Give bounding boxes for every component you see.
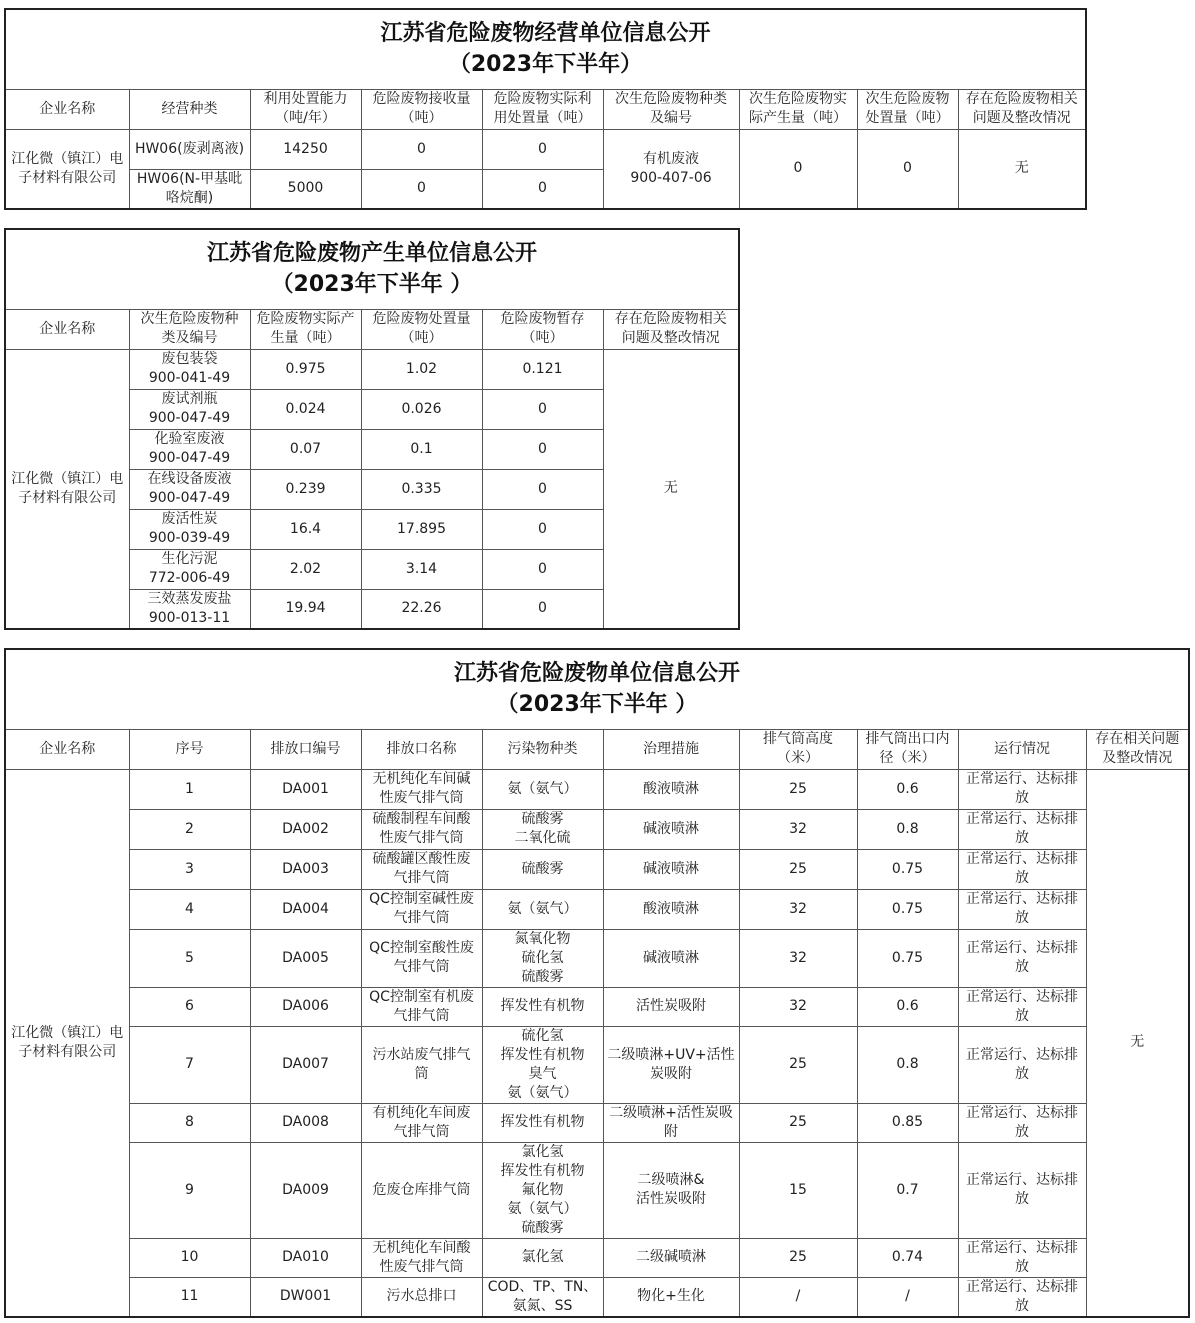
issues-cell: 无	[1086, 769, 1189, 1317]
outlet-name-cell: 无机纯化车间酸 性废气排气筒	[361, 1238, 482, 1277]
header-cell: 存在相关问题 及整改情况	[1086, 729, 1189, 769]
stored-cell: 0	[482, 429, 603, 469]
type-cell: HW06(废剥离液)	[129, 129, 250, 169]
title-period: （2023年下半年）	[448, 52, 643, 78]
header-cell: 治理措施	[603, 729, 739, 769]
header-cell: 排放口编号	[250, 729, 361, 769]
company-cell: 江化微（镇江）电 子材料有限公司	[5, 769, 129, 1317]
issues-cell: 无	[603, 349, 739, 629]
generated-cell: 0.975	[250, 349, 361, 389]
issues-cell: 无	[958, 129, 1086, 209]
table-row	[5, 129, 1086, 169]
header-cell: 危险废物暂存 （吨）	[482, 309, 603, 349]
outlet-name-cell: QC控制室碱性废 气排气筒	[361, 889, 482, 929]
status-cell: 正常运行、达标排 放	[958, 1026, 1086, 1103]
measure-cell: 二级碱喷淋	[603, 1238, 739, 1277]
table-row	[5, 929, 1189, 987]
header-cell: 存在危险废物相关 问题及整改情况	[603, 309, 739, 349]
pollutant-cell: 挥发性有机物	[482, 1103, 603, 1142]
pollutant-cell: 氨（氨气）	[482, 769, 603, 809]
secondary-type-cell: 有机废液 900-407-06	[603, 129, 739, 209]
pollutant-cell: 氯化氢 挥发性有机物 氟化物 氨（氨气） 硫酸雾	[482, 1142, 603, 1238]
header-cell: 次生危险废物 处置量（吨）	[857, 89, 958, 129]
stored-cell: 0	[482, 469, 603, 509]
diameter-cell: 0.6	[857, 987, 958, 1026]
waste-cell: 在线设备废液 900-047-49	[129, 469, 250, 509]
generated-cell: 19.94	[250, 589, 361, 629]
generated-cell: 0.07	[250, 429, 361, 469]
capacity-cell: 5000	[250, 169, 361, 209]
code-cell: DA003	[250, 849, 361, 889]
generated-cell: 0.239	[250, 469, 361, 509]
height-cell: 25	[739, 849, 857, 889]
outlet-name-cell: QC控制室酸性废 气排气筒	[361, 929, 482, 987]
no-cell: 7	[129, 1026, 250, 1103]
height-cell: 25	[739, 1238, 857, 1277]
header-cell: 企业名称	[5, 729, 129, 769]
pollutant-cell: 挥发性有机物	[482, 987, 603, 1026]
header-cell: 危险废物接收量 （吨）	[361, 89, 482, 129]
no-cell: 3	[129, 849, 250, 889]
header-cell: 运行情况	[958, 729, 1086, 769]
waste-cell: 废包装袋 900-041-49	[129, 349, 250, 389]
no-cell: 8	[129, 1103, 250, 1142]
height-cell: 32	[739, 987, 857, 1026]
status-cell: 正常运行、达标排 放	[958, 809, 1086, 849]
pollutant-cell: 硫酸雾 二氧化硫	[482, 809, 603, 849]
generated-cell: 0.024	[250, 389, 361, 429]
header-cell: 危险废物处置量 （吨）	[361, 309, 482, 349]
generated-cell: 2.02	[250, 549, 361, 589]
table-row	[5, 769, 1189, 809]
pollutant-cell: 氮氧化物 硫化氢 硫酸雾	[482, 929, 603, 987]
waste-cell: 废试剂瓶 900-047-49	[129, 389, 250, 429]
code-cell: DA004	[250, 889, 361, 929]
header-row	[5, 729, 1189, 769]
status-cell: 正常运行、达标排 放	[958, 889, 1086, 929]
table-title-row	[5, 649, 1189, 729]
code-cell: DA005	[250, 929, 361, 987]
code-cell: DA006	[250, 987, 361, 1026]
code-cell: DA007	[250, 1026, 361, 1103]
no-cell: 4	[129, 889, 250, 929]
code-cell: DA009	[250, 1142, 361, 1238]
title-text: 江苏省危险废物单位信息公开	[453, 661, 740, 687]
diameter-cell: /	[857, 1277, 958, 1317]
no-cell: 1	[129, 769, 250, 809]
header-cell: 次生危险废物种 类及编号	[129, 309, 250, 349]
pollutant-cell: 硫化氢 挥发性有机物 臭气 氨（氨气）	[482, 1026, 603, 1103]
header-cell: 企业名称	[5, 309, 129, 349]
code-cell: DA001	[250, 769, 361, 809]
disposed-cell: 0.026	[361, 389, 482, 429]
received-cell: 0	[361, 129, 482, 169]
table-title-row	[5, 9, 1086, 89]
table-title	[5, 649, 1189, 729]
disposed-cell: 0.335	[361, 469, 482, 509]
diameter-cell: 0.75	[857, 929, 958, 987]
received-cell: 0	[361, 169, 482, 209]
title-period: （2023年下半年 ）	[271, 272, 473, 298]
header-cell: 企业名称	[5, 89, 129, 129]
title-text: 江苏省危险废物经营单位信息公开	[380, 21, 711, 47]
header-cell: 排气筒出口内 径（米）	[857, 729, 958, 769]
measure-cell: 二级喷淋+活性炭吸 附	[603, 1103, 739, 1142]
waste-cell: 生化污泥 772-006-49	[129, 549, 250, 589]
table-row	[5, 1103, 1189, 1142]
header-cell: 危险废物实际利 用处置量（吨）	[482, 89, 603, 129]
stored-cell: 0.121	[482, 349, 603, 389]
type-cell: HW06(N-甲基吡 咯烷酮)	[129, 169, 250, 209]
pollutant-cell: 氨（氨气）	[482, 889, 603, 929]
no-cell: 9	[129, 1142, 250, 1238]
no-cell: 5	[129, 929, 250, 987]
measure-cell: 酸液喷淋	[603, 889, 739, 929]
pollutant-cell: 氯化氢	[482, 1238, 603, 1277]
secondary-disposed-cell: 0	[857, 129, 958, 209]
table-row	[5, 349, 739, 389]
title-text: 江苏省危险废物产生单位信息公开	[206, 241, 537, 267]
header-cell: 经营种类	[129, 89, 250, 129]
disposed-cell: 1.02	[361, 349, 482, 389]
waste-cell: 三效蒸发废盐 900-013-11	[129, 589, 250, 629]
diameter-cell: 0.74	[857, 1238, 958, 1277]
stored-cell: 0	[482, 549, 603, 589]
no-cell: 10	[129, 1238, 250, 1277]
measure-cell: 碱液喷淋	[603, 849, 739, 889]
table-row	[5, 889, 1189, 929]
status-cell: 正常运行、达标排 放	[958, 987, 1086, 1026]
company-cell: 江化微（镇江）电 子材料有限公司	[5, 349, 129, 629]
diameter-cell: 0.8	[857, 809, 958, 849]
diameter-cell: 0.7	[857, 1142, 958, 1238]
outlet-name-cell: 污水总排口	[361, 1277, 482, 1317]
diameter-cell: 0.75	[857, 849, 958, 889]
height-cell: /	[739, 1277, 857, 1317]
height-cell: 32	[739, 809, 857, 849]
no-cell: 6	[129, 987, 250, 1026]
measure-cell: 碱液喷淋	[603, 929, 739, 987]
diameter-cell: 0.75	[857, 889, 958, 929]
table-row	[5, 809, 1189, 849]
disposed-cell: 17.895	[361, 509, 482, 549]
status-cell: 正常运行、达标排 放	[958, 1277, 1086, 1317]
waste-cell: 废活性炭 900-039-49	[129, 509, 250, 549]
table-row	[5, 849, 1189, 889]
company-cell: 江化微（镇江）电 子材料有限公司	[5, 129, 129, 209]
no-cell: 2	[129, 809, 250, 849]
code-cell: DW001	[250, 1277, 361, 1317]
stored-cell: 0	[482, 509, 603, 549]
table-title	[5, 9, 1086, 89]
processed-cell: 0	[482, 129, 603, 169]
height-cell: 25	[739, 769, 857, 809]
height-cell: 25	[739, 1026, 857, 1103]
disposed-cell: 3.14	[361, 549, 482, 589]
outlet-name-cell: 危废仓库排气筒	[361, 1142, 482, 1238]
code-cell: DA008	[250, 1103, 361, 1142]
measure-cell: 二级喷淋& 活性炭吸附	[603, 1142, 739, 1238]
pollutant-cell: 硫酸雾	[482, 849, 603, 889]
processed-cell: 0	[482, 169, 603, 209]
outlet-name-cell: 污水站废气排气 筒	[361, 1026, 482, 1103]
height-cell: 25	[739, 1103, 857, 1142]
status-cell: 正常运行、达标排 放	[958, 849, 1086, 889]
waste-cell: 化验室废液 900-047-49	[129, 429, 250, 469]
status-cell: 正常运行、达标排 放	[958, 1238, 1086, 1277]
code-cell: DA002	[250, 809, 361, 849]
title-period: （2023年下半年 ）	[496, 692, 698, 718]
outlet-name-cell: 硫酸罐区酸性废 气排气筒	[361, 849, 482, 889]
outlet-name-cell: 无机纯化车间碱 性废气排气筒	[361, 769, 482, 809]
table-row	[5, 1026, 1189, 1103]
stored-cell: 0	[482, 589, 603, 629]
generated-cell: 16.4	[250, 509, 361, 549]
header-cell: 序号	[129, 729, 250, 769]
capacity-cell: 14250	[250, 129, 361, 169]
table-row	[5, 1142, 1189, 1238]
header-cell: 排放口名称	[361, 729, 482, 769]
header-cell: 次生危险废物实 际产生量（吨）	[739, 89, 857, 129]
table-row	[5, 1238, 1189, 1277]
generating-unit-table	[4, 228, 740, 630]
diameter-cell: 0.85	[857, 1103, 958, 1142]
header-row	[5, 89, 1086, 129]
operating-unit-table	[4, 8, 1087, 210]
outlet-name-cell: 有机纯化车间废 气排气筒	[361, 1103, 482, 1142]
disposed-cell: 0.1	[361, 429, 482, 469]
stored-cell: 0	[482, 389, 603, 429]
outlet-name-cell: QC控制室有机废 气排气筒	[361, 987, 482, 1026]
status-cell: 正常运行、达标排 放	[958, 1142, 1086, 1238]
status-cell: 正常运行、达标排 放	[958, 769, 1086, 809]
diameter-cell: 0.6	[857, 769, 958, 809]
emission-outlet-table	[4, 648, 1190, 1318]
height-cell: 15	[739, 1142, 857, 1238]
header-cell: 存在危险废物相关 问题及整改情况	[958, 89, 1086, 129]
table-row	[5, 1277, 1189, 1317]
diameter-cell: 0.8	[857, 1026, 958, 1103]
header-cell: 危险废物实际产 生量（吨）	[250, 309, 361, 349]
status-cell: 正常运行、达标排 放	[958, 929, 1086, 987]
height-cell: 32	[739, 929, 857, 987]
code-cell: DA010	[250, 1238, 361, 1277]
measure-cell: 碱液喷淋	[603, 809, 739, 849]
measure-cell: 二级喷淋+UV+活性 炭吸附	[603, 1026, 739, 1103]
no-cell: 11	[129, 1277, 250, 1317]
table-title	[5, 229, 739, 309]
header-cell: 污染物种类	[482, 729, 603, 769]
header-row	[5, 309, 739, 349]
height-cell: 32	[739, 889, 857, 929]
header-cell: 次生危险废物种类 及编号	[603, 89, 739, 129]
table-row	[5, 987, 1189, 1026]
status-cell: 正常运行、达标排 放	[958, 1103, 1086, 1142]
table-title-row	[5, 229, 739, 309]
measure-cell: 活性炭吸附	[603, 987, 739, 1026]
outlet-name-cell: 硫酸制程车间酸 性废气排气筒	[361, 809, 482, 849]
header-cell: 利用处置能力 （吨/年）	[250, 89, 361, 129]
pollutant-cell: COD、TP、TN、 氨氮、SS	[482, 1277, 603, 1317]
measure-cell: 物化+生化	[603, 1277, 739, 1317]
measure-cell: 酸液喷淋	[603, 769, 739, 809]
header-cell: 排气筒高度 （米）	[739, 729, 857, 769]
secondary-generated-cell: 0	[739, 129, 857, 209]
disposed-cell: 22.26	[361, 589, 482, 629]
